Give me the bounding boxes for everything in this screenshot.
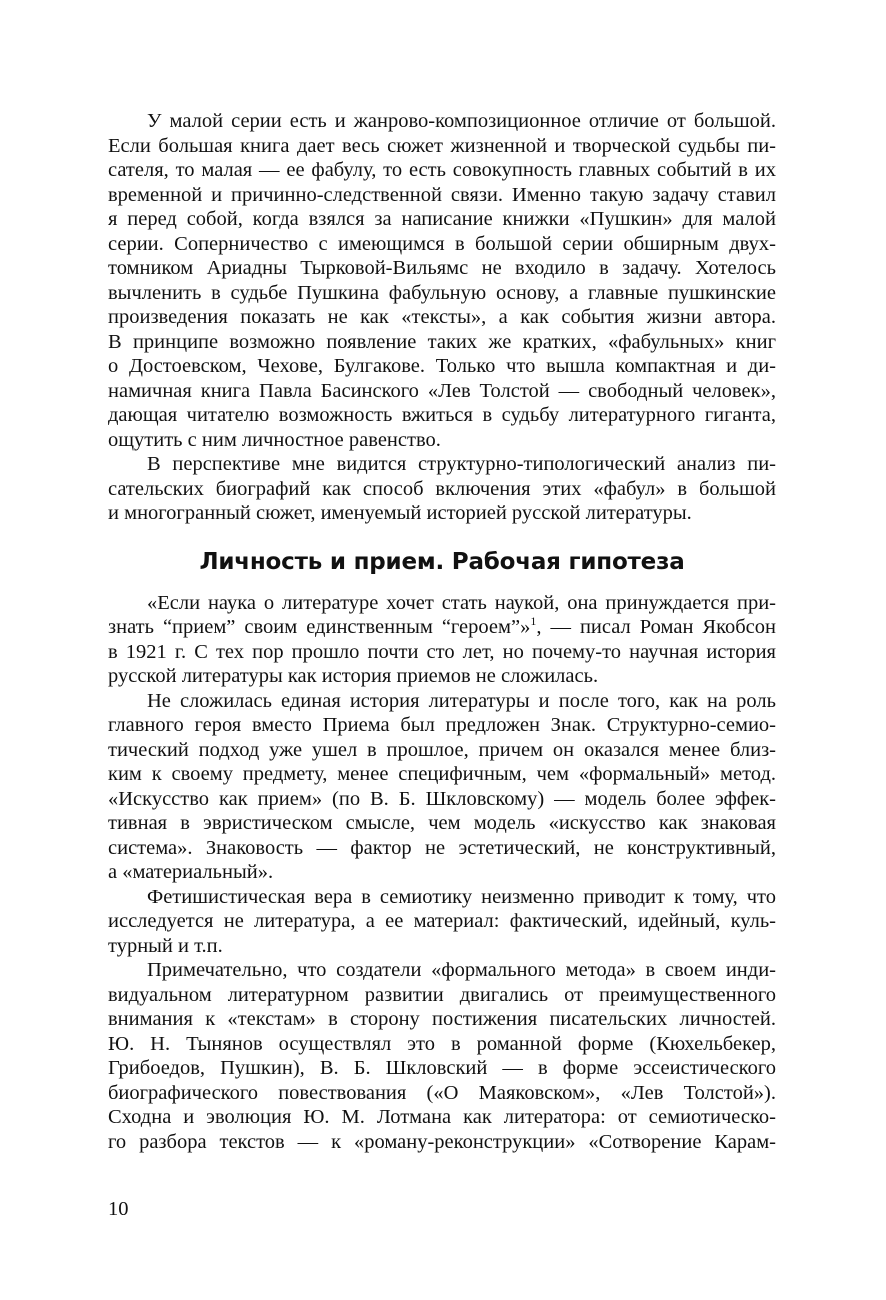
text-line: «Искусство как прием» (по В. Б. Шкловскому) — модель более эффек- — [108, 787, 776, 810]
text-line: Грибоедов, Пушкин), В. Б. Шкловский — в форме эссеистического — [108, 1057, 776, 1079]
text-line: У малой серии есть и жанрово-композиционное отличие от большой. — [147, 110, 776, 132]
page-number: 10 — [108, 1198, 129, 1220]
text-line: Примечательно, что создатели «формального метода» в своем инди- — [147, 959, 776, 981]
text-line: внимания к «текстам» в сторону постижения писательских личностей. — [108, 1008, 776, 1030]
text-line: Фетишистическая вера в семиотику неизменно приводит к тому, что — [147, 885, 776, 908]
text-line: турный и т.п. — [108, 934, 223, 957]
text-line: томником Ариадны Тырковой-Вильямс не входило в задачу. Хотелось — [108, 257, 776, 279]
section-heading: Личность и прием. Рабочая гипотеза — [199, 548, 685, 575]
text-line: дающая читателю возможность вжиться в судьбу литературного гиганта, — [108, 404, 776, 426]
paragraph — [108, 885, 776, 959]
paragraph — [108, 689, 776, 885]
text-line: «Если наука о литературе хочет стать наукой, она принуждается при- — [147, 591, 776, 614]
paragraph — [108, 958, 776, 1154]
text-line: В перспективе мне видится структурно-типологический анализ пи- — [147, 453, 776, 475]
text-line: тический подход уже ушел в прошлое, причем он оказался менее близ- — [108, 738, 776, 761]
paragraph — [108, 591, 776, 689]
footnote-reference[interactable]: 1 — [530, 615, 537, 629]
text-line: исследуется не литература, а ее материал: фактический, идейный, куль- — [108, 910, 776, 932]
text-line: видуальном литературном развитии двигались от преимущественного — [108, 983, 776, 1006]
text-line: в 1921 г. С тех пор прошло почти сто лет, но почему-то научная история — [108, 640, 776, 663]
text-line: тивная в эвристическом смысле, чем модель «искусство как знаковая — [108, 812, 776, 834]
text-line: Не сложилась единая история литературы и после того, как на роль — [147, 689, 776, 712]
text-line: и многогранный сюжет, именуемый историей русской литературы. — [108, 502, 692, 524]
paragraph — [108, 452, 776, 526]
text-line — [108, 615, 776, 640]
text-line: русской литературы как история приемов не сложилась. — [108, 665, 599, 687]
text-line: главного героя вместо Приема был предложен Знак. Структурно-семио- — [108, 714, 776, 736]
text-line: вычленить в судьбе Пушкина фабульную основу, а главные пушкинские — [108, 281, 776, 304]
text-line: ощутить с ним личностное равенство. — [108, 428, 441, 451]
text-line: Сходна и эволюция Ю. М. Лотмана как литератора: от семиотическо- — [108, 1106, 776, 1128]
text-segment: , — писал Роман Якобсон — [536, 616, 776, 638]
text-line: го разбора текстов — к «роману-реконструкции» «Сотворение Карам- — [108, 1130, 776, 1153]
text-line: а «материальный». — [108, 861, 274, 883]
text-line: о Достоевском, Чехове, Булгакове. Только что вышла компактная и ди- — [108, 355, 776, 377]
text-line: сателя, то малая — ее фабулу, то есть совокупность главных событий в их — [108, 159, 776, 181]
text-line: Если большая книга дает весь сюжет жизненной и творческой судьбы пи- — [108, 134, 776, 157]
text-line: Ю. Н. Тынянов осуществлял это в романной форме (Кюхельбекер, — [108, 1032, 776, 1055]
text-line: временной и причинно-следственной связи. Именно такую задачу ставил — [108, 183, 776, 206]
page-body — [108, 109, 776, 1154]
text-line: серии. Соперничество с имеющимся в большой серии обширным двух- — [108, 232, 776, 255]
text-segment: знать “прием” своим единственным “героем”» — [108, 616, 531, 638]
text-line: ким к своему предмету, менее специфичным, чем «формальный» метод. — [108, 763, 776, 785]
text-line: система». Знаковость — фактор не эстетический, не конструктивный, — [108, 836, 776, 859]
paragraph — [108, 109, 776, 452]
text-line: В принципе возможно появление таких же кратких, «фабульных» книг — [108, 330, 776, 353]
text-line: биографического повествования («О Маяковском», «Лев Толстой»). — [108, 1081, 776, 1104]
text-line: намичная книга Павла Басинского «Лев Толстой — свободный человек», — [108, 379, 776, 402]
text-line: произведения показать не как «тексты», а как события жизни автора. — [108, 306, 776, 328]
text-line: я перед собой, когда взялся за написание книжки «Пушкин» для малой — [108, 208, 776, 230]
text-line: сательских биографий как способ включения этих «фабул» в большой — [108, 477, 776, 500]
